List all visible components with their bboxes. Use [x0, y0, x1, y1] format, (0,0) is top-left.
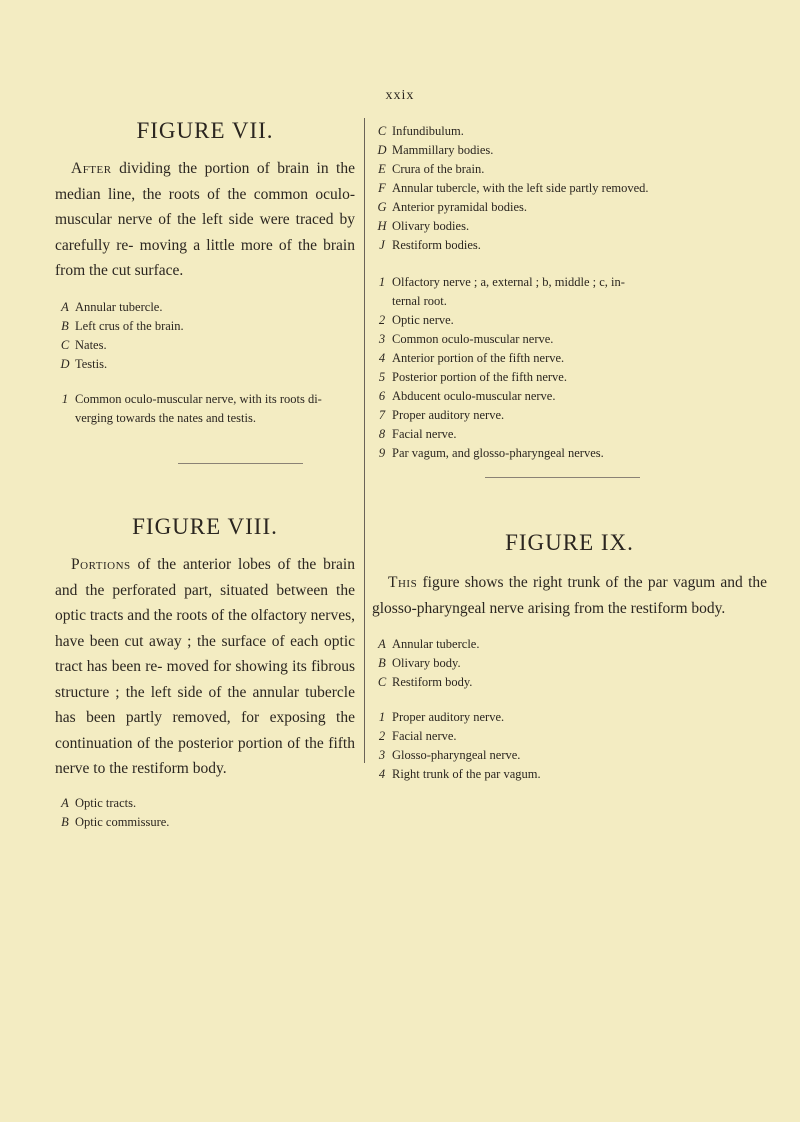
legend-key: 9	[378, 446, 386, 460]
legend-item	[372, 349, 767, 368]
legend-key: D	[60, 356, 70, 371]
legend-text: Left crus of the brain.	[75, 318, 184, 333]
legend-text: Anterior portion of the fifth nerve.	[392, 351, 565, 365]
legend-key: F	[378, 181, 386, 195]
figure-vii-title: FIGURE VII.	[136, 118, 274, 143]
legend-text: Optic tracts.	[75, 795, 137, 810]
legend-key: 4	[378, 767, 386, 781]
legend-item	[55, 355, 355, 374]
legend-item	[372, 198, 767, 217]
legend-key: 2	[378, 729, 386, 743]
legend-key: C	[377, 675, 387, 689]
figure-ix-number-legend	[372, 708, 767, 784]
figure-viii-letter-legend	[55, 794, 355, 832]
legend-key: G	[377, 200, 387, 214]
figure-viii-lead: Portions	[71, 556, 131, 573]
legend-text: Restiform bodies.	[392, 238, 481, 252]
legend-text: Olfactory nerve ; a, external ; b, middle ; c, in- ternal root.	[392, 273, 767, 311]
legend-text: Facial nerve.	[392, 427, 457, 441]
figure-vii-letter-legend	[55, 298, 355, 374]
legend-key: 4	[378, 351, 386, 365]
legend-key: C	[60, 337, 70, 352]
legend-item	[372, 368, 767, 387]
figure-ix-lead: This	[388, 574, 418, 591]
legend-key: 1	[378, 275, 386, 289]
legend-item	[55, 813, 355, 832]
figure-vii-section	[55, 118, 355, 428]
legend-text: Restiform body.	[392, 675, 473, 689]
legend-key: 1	[61, 391, 69, 406]
figure-vii-letter-legend-continued	[372, 122, 767, 255]
figure-vii-number-legend	[55, 390, 355, 428]
legend-text: Facial nerve.	[392, 729, 457, 743]
figure-ix-section	[372, 530, 767, 784]
figure-ix-letter-legend	[372, 635, 767, 692]
legend-text: Annular tubercle.	[75, 299, 163, 314]
legend-key: H	[377, 219, 387, 233]
legend-key: E	[378, 162, 386, 176]
legend-item	[372, 765, 767, 784]
legend-text-continuation: verging towards the nates and testis.	[75, 410, 256, 425]
figure-viii-description: Portions of the anterior lobes of the brain and the perforated part, situated between the optic tracts and the roots of the olfactory nerves, have been cut away ; the surface of each optic tract has been re- moved for showing its fibrous structure ; the left side of the annular tubercle has been partly removed, for exposing the continuation of the posterior portion of the fifth nerve to the restiform body.	[55, 556, 355, 777]
legend-key: C	[377, 124, 387, 138]
legend-item	[372, 217, 767, 236]
legend-text: Olivary bodies.	[392, 219, 470, 233]
figure-vii-description: After dividing the portion of brain in the median line, the roots of the common oculo-muscular nerve of the left side were traced by carefully re- moving a little more of the brain from the cut surface.	[55, 160, 355, 279]
legend-item	[372, 122, 767, 141]
legend-text: Right trunk of the par vagum.	[392, 767, 541, 781]
legend-key: A	[378, 637, 386, 651]
legend-key: 8	[378, 427, 386, 441]
legend-key: B	[378, 656, 386, 670]
legend-item	[55, 317, 355, 336]
legend-text: Common oculo-muscular nerve.	[392, 332, 554, 346]
legend-item	[372, 444, 767, 463]
legend-text: Mammillary bodies.	[392, 143, 494, 157]
legend-item	[55, 336, 355, 355]
legend-item	[372, 425, 767, 444]
legend-key: 7	[378, 408, 386, 422]
page-number: xxix	[385, 88, 415, 103]
legend-item	[372, 708, 767, 727]
figure-vii-continued-section	[372, 122, 767, 463]
legend-key: B	[61, 318, 69, 333]
legend-item	[372, 236, 767, 255]
legend-item	[372, 387, 767, 406]
legend-item	[372, 654, 767, 673]
legend-item	[372, 160, 767, 179]
figure-viii-title: FIGURE VIII.	[132, 514, 278, 539]
legend-text: Par vagum, and glosso-pharyngeal nerves.	[392, 446, 604, 460]
legend-text: Proper auditory nerve.	[392, 408, 505, 422]
figure-vii-lead: After	[71, 160, 112, 177]
legend-text: Optic commissure.	[75, 814, 170, 829]
legend-item	[55, 794, 355, 813]
legend-text: Abducent oculo-muscular nerve.	[392, 389, 556, 403]
legend-text: Proper auditory nerve.	[392, 710, 505, 724]
legend-text: Crura of the brain.	[392, 162, 485, 176]
legend-key: 5	[378, 370, 386, 384]
legend-item	[372, 673, 767, 692]
legend-item	[372, 311, 767, 330]
legend-item	[372, 727, 767, 746]
section-divider-left	[178, 463, 303, 464]
legend-key: J	[379, 238, 385, 252]
figure-vii-number-legend-continued	[372, 273, 767, 463]
legend-text: Olivary body.	[392, 656, 461, 670]
legend-text: Common oculo-muscular nerve, with its roots di- verging towards the nates and testis.	[75, 390, 355, 428]
legend-key: B	[61, 814, 69, 829]
legend-item	[372, 179, 767, 198]
legend-item	[372, 406, 767, 425]
figure-viii-section	[55, 514, 355, 832]
legend-key: 6	[378, 389, 386, 403]
figure-ix-description: This figure shows the right trunk of the par vagum and the glosso-pharyngeal nerve arising from the restiform body.	[372, 574, 768, 617]
legend-item	[372, 141, 767, 160]
figure-ix-title: FIGURE IX.	[505, 530, 634, 555]
legend-item	[372, 635, 767, 654]
legend-text: Testis.	[75, 356, 108, 371]
legend-key: 2	[378, 313, 386, 327]
legend-key: 1	[378, 710, 386, 724]
section-divider-right	[485, 477, 640, 478]
legend-text: Infundibulum.	[392, 124, 464, 138]
legend-key: 3	[378, 748, 386, 762]
legend-text: Annular tubercle.	[392, 637, 480, 651]
legend-text: Anterior pyramidal bodies.	[392, 200, 528, 214]
legend-key: D	[377, 143, 387, 157]
legend-item	[55, 298, 355, 317]
legend-text: Posterior portion of the fifth nerve.	[392, 370, 567, 384]
legend-key: A	[61, 795, 69, 810]
legend-text: Nates.	[75, 337, 107, 352]
legend-item	[55, 390, 355, 428]
legend-item	[372, 746, 767, 765]
legend-item	[372, 273, 767, 311]
column-divider	[364, 118, 365, 763]
legend-text: Annular tubercle, with the left side partly removed.	[392, 181, 649, 195]
legend-text: Optic nerve.	[392, 313, 454, 327]
legend-key: 3	[378, 332, 386, 346]
legend-text-continuation: ternal root.	[392, 294, 447, 308]
legend-item	[372, 330, 767, 349]
legend-key: A	[61, 299, 69, 314]
legend-text: Glosso-pharyngeal nerve.	[392, 748, 521, 762]
